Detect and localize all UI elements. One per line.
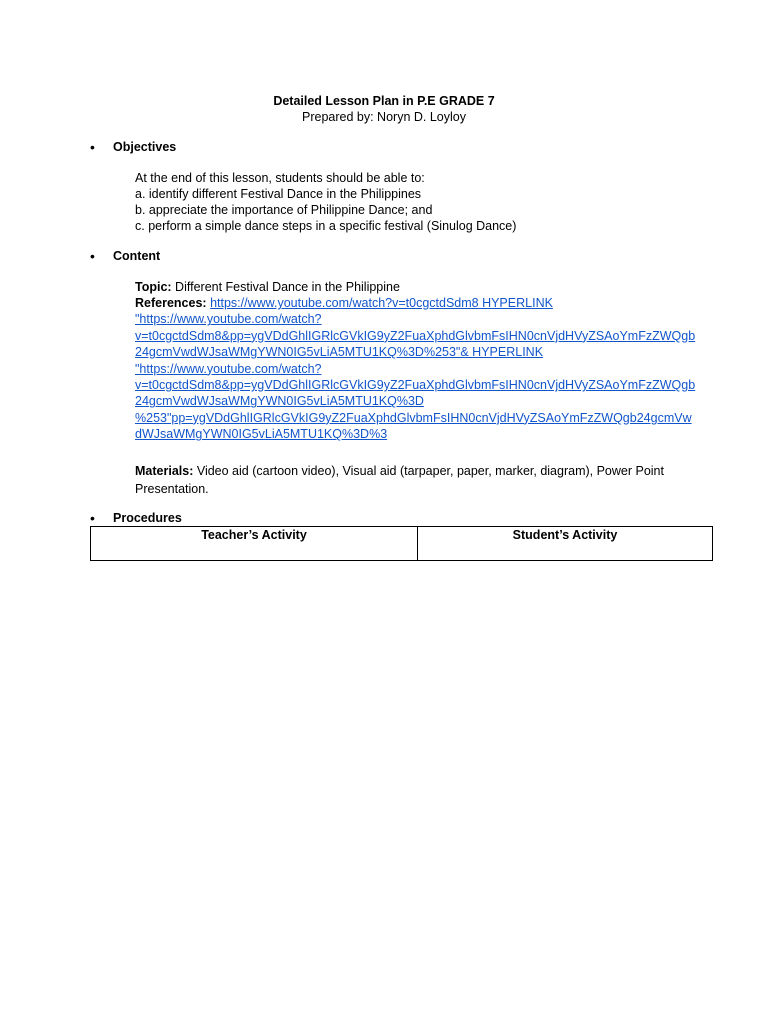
- teacher-activity-header: Teacher’s Activity: [91, 527, 418, 561]
- objective-item: b. appreciate the importance of Philippine Dance; and: [135, 203, 433, 217]
- objective-item: c. perform a simple dance steps in a specific festival (Sinulog Dance): [135, 219, 517, 233]
- student-activity-header: Student’s Activity: [418, 527, 713, 561]
- materials-label: Materials:: [135, 464, 194, 478]
- reference-link[interactable]: dWJsaWMgYWN0IG5vLiA5MTU1KQ%3D%3: [135, 427, 388, 442]
- prepared-by: Prepared by: Noryn D. Loyloy: [302, 110, 466, 124]
- content-heading: Content: [113, 249, 161, 263]
- reference-link[interactable]: "https://www.youtube.com/watch?: [135, 361, 322, 376]
- topic-label: Topic:: [135, 280, 172, 294]
- objectives-intro: At the end of this lesson, students should be able to:: [135, 171, 425, 185]
- procedures-heading: Procedures: [113, 511, 182, 525]
- materials-value: Video aid (cartoon video), Visual aid (tarpaper, paper, marker, diagram), Power Point Presentation.: [135, 464, 664, 496]
- document-title: Detailed Lesson Plan in P.E GRADE 7: [273, 94, 495, 108]
- materials-block: [135, 462, 680, 498]
- references-first-line: [135, 295, 695, 311]
- reference-link[interactable]: 24gcmVwdWJsaWMgYWN0IG5vLiA5MTU1KQ%3D%253"& HYPERLINK: [135, 345, 544, 360]
- reference-link[interactable]: v=t0cgctdSdm8&pp=ygVDdGhlIGRlcGVkIG9yZ2FuaXphdGlvbmFsIHN0cnVjdHVyZSAoYmFzZWQgb: [135, 378, 696, 393]
- bullet-icon: •: [90, 139, 95, 155]
- reference-link[interactable]: v=t0cgctdSdm8&pp=ygVDdGhlIGRlcGVkIG9yZ2FuaXphdGlvbmFsIHN0cnVjdHVyZSAoYmFzZWQgb: [135, 328, 696, 343]
- materials-line: [135, 462, 680, 498]
- references: [135, 295, 695, 443]
- references-label: References:: [135, 296, 207, 310]
- procedures-heading-row: [90, 510, 182, 526]
- content-heading-row: [90, 248, 160, 264]
- reference-link[interactable]: "https://www.youtube.com/watch?: [135, 312, 322, 327]
- objective-item: a. identify different Festival Dance in the Philippines: [135, 187, 422, 201]
- table-header-row: [91, 527, 713, 561]
- bullet-icon: •: [90, 248, 95, 264]
- reference-link[interactable]: 24gcmVwdWJsaWMgYWN0IG5vLiA5MTU1KQ%3D: [135, 394, 424, 409]
- objectives-heading: Objectives: [113, 140, 177, 154]
- objectives-block: [135, 170, 695, 234]
- topic-value: Different Festival Dance in the Philippine: [171, 280, 400, 294]
- reference-link[interactable]: https://www.youtube.com/watch?v=t0cgctdSdm8 HYPERLINK: [210, 296, 553, 310]
- topic-line: [135, 279, 695, 295]
- objectives-heading-row: [90, 139, 176, 155]
- procedures-table: [90, 526, 713, 561]
- document-header: [0, 93, 768, 125]
- bullet-icon: •: [90, 510, 95, 526]
- reference-link[interactable]: %253"pp=ygVDdGhlIGRlcGVkIG9yZ2FuaXphdGlvbmFsIHN0cnVjdHVyZSAoYmFzZWQgb24gcmVw: [135, 410, 692, 425]
- content-block: [135, 279, 695, 443]
